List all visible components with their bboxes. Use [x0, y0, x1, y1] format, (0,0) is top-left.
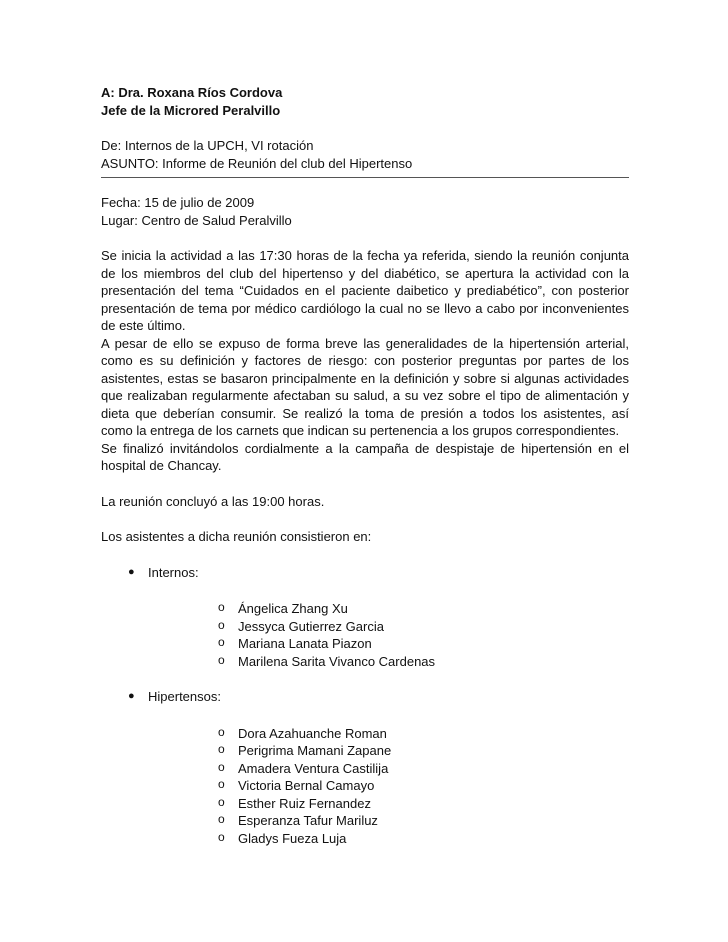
list-item: o Dora Azahuanche Roman [218, 724, 387, 741]
list-item: o Esther Ruiz Fernandez [218, 794, 371, 811]
closing-line: La reunión concluyó a las 19:00 horas. [101, 493, 325, 509]
member-list [148, 725, 629, 848]
attendees-intro: Los asistentes a dicha reunión consistieron en: [101, 529, 372, 544]
date-line: Fecha: 15 de julio de 2009 [101, 195, 255, 210]
circle-bullet-icon: o [218, 652, 225, 667]
list-item: o Victoria Bernal Camayo [218, 777, 375, 793]
circle-bullet-icon: o [218, 794, 225, 809]
bullet-icon: ● [128, 565, 135, 578]
circle-bullet-icon: o [218, 759, 225, 774]
list-item: o Marilena Sarita Vivanco Cardenas [218, 652, 436, 669]
list-item: o Jessyca Gutierrez Garcia [218, 617, 384, 634]
document-page [101, 84, 629, 847]
body-paragraph-2: A pesar de ello se expuso de forma breve las generalidades de la hipertensión arterial, como es su definición y factores de riesgo: con posterior preguntas por partes de los asistentes, estas se basaron principalmente en la definición y sobre si algunas actividades que realizaban regularmente afectaban su salud, a su vez sobre el tipo de alimentación y dieta que deberían consumir. Se realizó la toma de presión a todos los asistentes, así como la entrega de los carnets que indican su pertenencia a los grupos correspondientes. [101, 335, 629, 438]
list-item: o Mariana Lanata Piazon [218, 635, 372, 651]
circle-bullet-icon: o [218, 724, 225, 739]
body-paragraph-3: Se finalizó invitándolos cordialmente a la campaña de despistaje de hipertensión en el hospital de Chancay. [101, 440, 629, 473]
circle-bullet-icon: o [218, 742, 225, 756]
attendee-groups [101, 564, 629, 848]
body-paragraph-1: Se inicia la actividad a las 17:30 horas de la fecha ya referida, siendo la reunión conjunta de los miembros del club del hipertenso y del diabético, se apertura la actividad con la presentación del tema “Cuidados en el paciente daibetico y prediabético”, con posterior presentación de tema por médico cardiólogo la cual no se llevo a cabo por inconvenientes de este último. [101, 248, 629, 333]
group-label: Internos: [148, 564, 199, 580]
header-divider [101, 177, 629, 178]
circle-bullet-icon: o [218, 812, 225, 826]
circle-bullet-icon: o [218, 829, 225, 844]
circle-bullet-icon: o [218, 617, 225, 632]
list-item: o Ángelica Zhang Xu [218, 600, 348, 616]
circle-bullet-icon: o [218, 777, 225, 791]
bullet-icon: ● [128, 690, 135, 702]
list-item: o Perigrima Mamani Zapane [218, 742, 392, 758]
attendee-group-interns [101, 564, 629, 671]
subject-line: ASUNTO: Informe de Reunión del club del Hipertenso [101, 155, 413, 171]
sender-line: De: Internos de la UPCH, VI rotación [101, 138, 314, 153]
place-line: Lugar: Centro de Salud Peralvillo [101, 212, 292, 228]
circle-bullet-icon: o [218, 600, 225, 614]
attendee-group-hypertensive [101, 688, 629, 847]
list-item: o Amadera Ventura Castilija [218, 759, 389, 776]
recipient-role: Jefe de la Microred Peralvillo [101, 102, 281, 118]
recipient-name: A: Dra. Roxana Ríos Cordova [101, 85, 283, 100]
group-label: Hipertensos: [148, 689, 221, 704]
list-item: o Gladys Fueza Luja [218, 829, 347, 846]
circle-bullet-icon: o [218, 635, 225, 649]
member-list [148, 600, 629, 670]
list-item: o Esperanza Tafur Mariluz [218, 812, 378, 828]
